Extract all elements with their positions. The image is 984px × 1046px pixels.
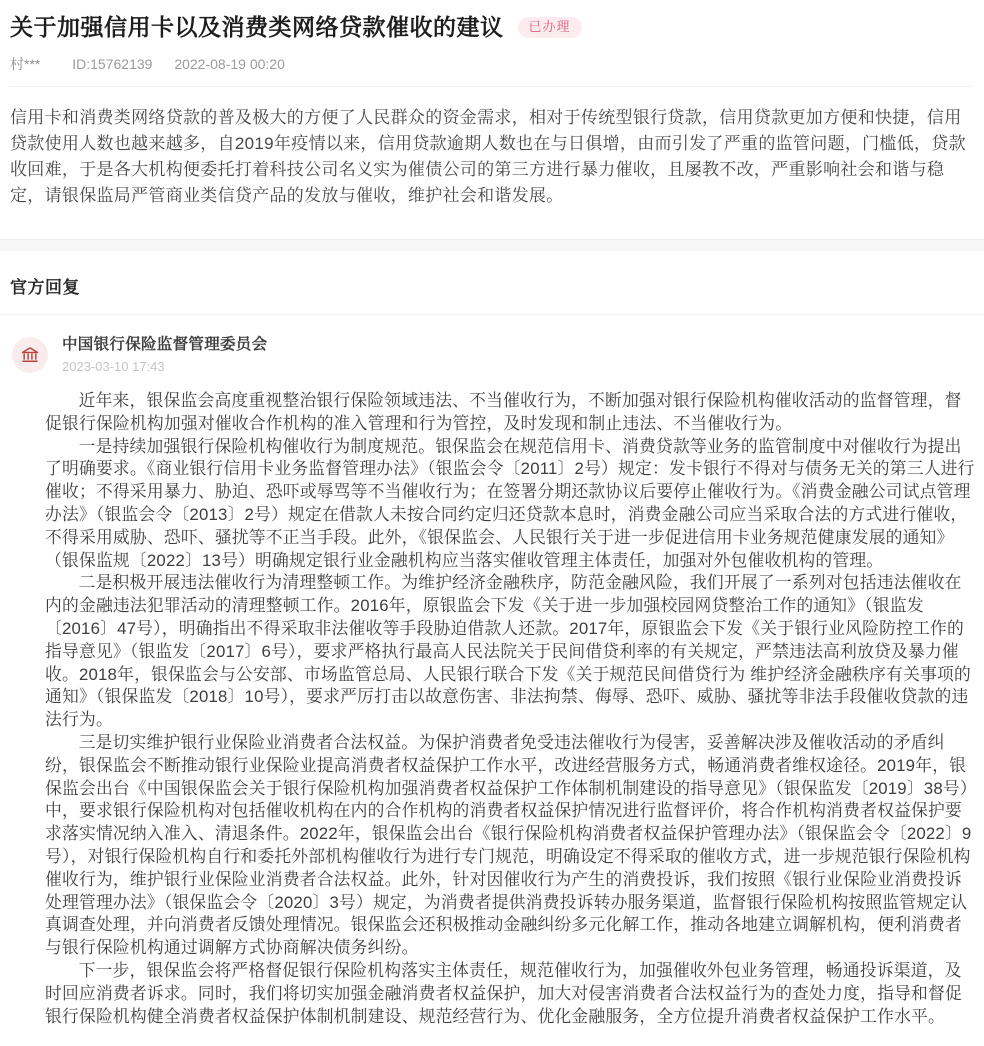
- status-badge: 已办理: [518, 17, 582, 38]
- reply-paragraph: 二是积极开展违法催收行为清理整顿工作。为维护经济金融秩序，防范金融风险，我们开展了一系列对包括违法催收在内的金融违法犯罪活动的清理整顿工作。2016年，原银监会下发《关于进一步加强校园网贷整治工作的通知》（银监发〔2016〕47号），明确指出不得采取非法催收等手段胁迫借款人还款。2017年，原银监会下发《关于银行业风险防控工作的指导意见》（银监发〔2017〕6号），要求严格执行最高人民法院关于民间借贷利率的有关规定，严禁违法高利放贷及暴力催收。2018年，银保监会与公安部、市场监管总局、人民银行联合下发《关于规范民间借贷行为 维护经济金融秩序有关事项的通知》（银保监发〔2018〕10号），要求严厉打击以故意伤害、非法拘禁、侮辱、恐吓、威胁、骚扰等非法手段催收贷款的违法行为。: [45, 573, 972, 730]
- post-title-text: 关于加强信用卡以及消费类网络贷款催收的建议: [10, 14, 504, 40]
- post-date: 2022-08-19 00:20: [174, 56, 285, 72]
- org-avatar: [12, 337, 48, 373]
- reply-date: 2023-03-10 17:43: [62, 359, 165, 374]
- author-name: 村***: [10, 56, 41, 72]
- reply-paragraph: 下一步，银保监会将严格督促银行保险机构落实主体责任，规范催收行为，加强催收外包业务管理，畅通投诉渠道，及时回应消费者诉求。同时，我们将切实加强金融消费者权益保护，加大对侵害消费者合法权益行为的查处力度，指导和督促银行保险机构健全消费者权益保护体制机制建设、规范经营行为、优化金融服务，全方位提升消费者权益保护工作水平。: [45, 960, 962, 1026]
- post-header: [0, 0, 984, 87]
- bank-icon: [20, 345, 40, 365]
- reply-header: [0, 315, 984, 380]
- reply-header-text: [62, 335, 267, 374]
- section-divider-band: [0, 239, 984, 251]
- post-meta: [10, 42, 972, 84]
- page-title: [10, 12, 972, 42]
- reply-paragraph: 一是持续加强银行保险机构催收行为制度规范。银保监会在规范信用卡、消费贷款等业务的监管制度中对催收行为提出了明确要求。《商业银行信用卡业务监督管理办法》（银监会令〔2011〕2号）规定：发卡银行不得对与债务无关的第三人进行催收；不得采用暴力、胁迫、恐吓或辱骂等不当催收行为；在签署分期还款协议后要停止催收行为。《消费金融公司试点管理办法》（银监会令〔2013〕2号）规定在借款人未按合同约定归还贷款本息时，消费金融公司应当采取合法的方式进行催收，不得采用威胁、恐吓、骚扰等不正当手段。此外，《银保监会、人民银行关于进一步促进信用卡业务规范健康发展的通知》（银保监规〔2022〕13号）明确规定银行业金融机构应当落实催收管理主体责任，加强对外包催收机构的管理。: [45, 436, 975, 570]
- reply-paragraph: 近年来，银保监会高度重视整治银行保险领域违法、不当催收行为，不断加强对银行保险机构催收活动的监督管理，督促银行保险机构加强对催收合作机构的准入管理和行为管控，及时发现和制止违法、不当催收行为。: [45, 391, 962, 433]
- reply-body: [0, 380, 984, 1046]
- post-id: ID:15762139: [72, 56, 153, 72]
- question-body: 信用卡和消费类网络贷款的普及极大的方便了人民群众的资金需求，相对于传统型银行贷款，信用贷款更加方便和快捷，信用贷款使用人数也越来越多，自2019年疫情以来，信用贷款逾期人数也在与日俱增，由而引发了严重的监管问题，门槛低，贷款收回难，于是各大机构便委托打着科技公司名义实为催债公司的第三方进行暴力催收，且屡教不改，严重影响社会和谐与稳定，请银保监局严管商业类信贷产品的发放与催收，维护社会和谐发展。: [10, 108, 966, 205]
- org-name: 中国银行保险监督管理委员会: [62, 336, 268, 353]
- official-reply: [0, 315, 984, 1046]
- reply-section-title: 官方回复: [10, 278, 80, 297]
- reply-paragraph: 三是切实维护银行业保险业消费者合法权益。为保护消费者免受违法催收行为侵害，妥善解决涉及催收活动的矛盾纠纷，银保监会不断推动银行业保险业提高消费者权益保护工作水平，改进经营服务方式，畅通消费者维权途径。2019年，银保监会出台《中国银保监会关于银行保险机构加强消费者权益保护工作体制机制建设的指导意见》（银保监发〔2019〕38号）中，要求银行保险机构对包括催收机构在内的合作机构的消费者权益保护情况进行监督评价，将合作机构消费者权益保护要求落实情况纳入准入、清退条件。2022年，银保监会出台《银行保险机构消费者权益保护管理办法》（银保监会令〔2022〕9号），对银行保险机构自行和委托外部机构催收行为进行专门规范，明确设定不得采取的催收方式，进一步规范银行保险机构催收行为，维护银行业保险业消费者合法权益。此外，针对因催收行为产生的消费投诉，我们按照《银行业保险业消费投诉处理管理办法》（银保监会令〔2020〕3号）规定，为消费者提供消费投诉转办服务渠道，监督银行保险机构按照监管规定认真调查处理，并向消费者反馈处理情况。银保监会还积极推动金融纠纷多元化解工作，推动各地建立调解机构，便利消费者与银行保险机构通过调解方式协商解决债务纠纷。: [45, 732, 972, 958]
